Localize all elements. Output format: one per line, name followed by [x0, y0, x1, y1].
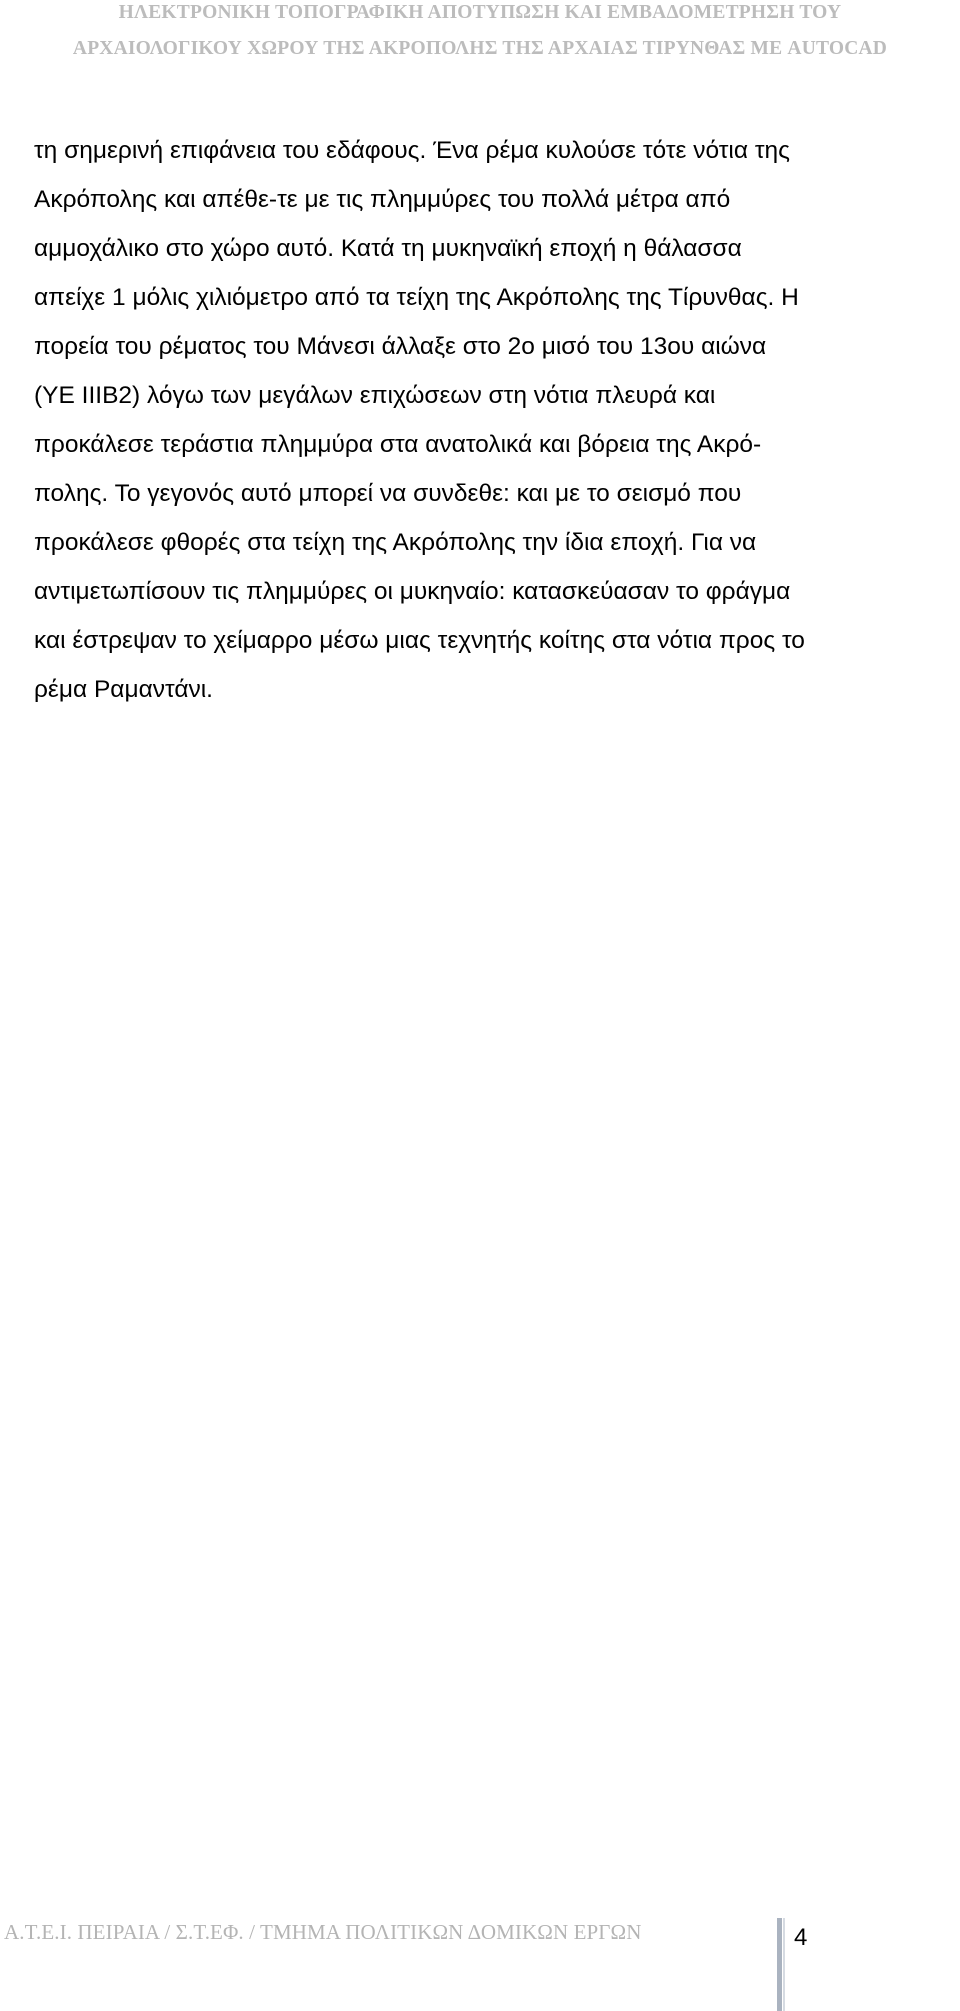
text-line: απείχε 1 μόλις χιλιόμετρο από τα τείχη της Ακρόπολης της Τίρυνθας. Η — [34, 284, 799, 311]
text-line: (ΥΕ ΙΙΙΒ2) λόγω των μεγάλων επιχώσεων στη νότια πλευρά και — [34, 382, 716, 409]
footer-institution: Α.Τ.Ε.Ι. ΠΕΙΡΑΙΑ / Σ.Τ.ΕΦ. / ΤΜΗΜΑ ΠΟΛΙΤΙΚΩΝ ΔΟΜΙΚΩΝ ΕΡΓΩΝ — [4, 1920, 642, 1944]
text-line: πορεία του ρέματος του Μάνεσι άλλαξε στο 2ο μισό του 13ου αιώνα — [34, 333, 767, 360]
header-line-2: ΑΡΧΑΙΟΛΟΓΙΚΟΥ ΧΩΡΟΥ ΤΗΣ ΑΚΡΟΠΟΛΗΣ ΤΗΣ ΑΡΧΑΙΑΣ ΤΙΡΥΝΘΑΣ ΜΕ AUTOCAD — [72, 38, 888, 59]
body-paragraph — [34, 126, 960, 714]
text-line: αμμοχάλικο στο χώρο αυτό. Κατά τη μυκηναϊκή εποχή η θάλασσα — [34, 235, 742, 262]
text-line: τη σημερινή επιφάνεια του εδάφους. Ένα ρέμα κυλούσε τότε νότια της — [34, 137, 790, 164]
text-line: προκάλεσε φθορές στα τείχη της Ακρόπολης την ίδια εποχή. Για να — [34, 529, 757, 556]
text-line: πολης. Το γεγονός αυτό μπορεί να συνδεθε: και με το σεισμό που — [34, 480, 742, 507]
footer-divider-shadow — [783, 1918, 785, 2011]
text-line: και έστρεψαν το χείμαρρο μέσω μιας τεχνητής κοίτης στα νότια προς το — [34, 627, 805, 654]
text-line: προκάλεσε τεράστια πλημμύρα στα ανατολικά και βόρεια της Ακρό- — [34, 431, 762, 458]
text-line: αντιμετωπίσουν τις πλημμύρες οι μυκηναίο: κατασκεύασαν το φράγμα — [34, 578, 791, 605]
page-number: 4 — [794, 1924, 808, 1951]
text-line: ρέμα Ραμαντάνι. — [34, 676, 213, 703]
header-line-1: ΗΛΕΚΤΡΟΝΙΚΗ ΤΟΠΟΓΡΑΦΙΚΗ ΑΠΟΤΥΠΩΣΗ ΚΑΙ ΕΜΒΑΔΟΜΕΤΡΗΣΗ ΤΟΥ — [118, 2, 842, 23]
text-line: Ακρόπολης και απέθε-τε με τις πλημμύρες του πολλά μέτρα από — [34, 186, 731, 213]
footer-divider — [777, 1918, 782, 2011]
